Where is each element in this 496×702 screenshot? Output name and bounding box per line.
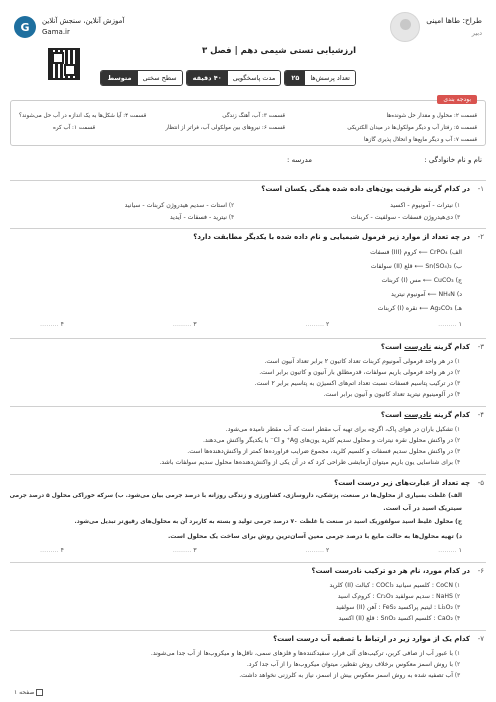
page-footer [14,689,45,696]
statement-line: ج) محلول غلیظ اسید سولفوریک اسید در صنعت با غلظت ۷۰ درصد جرمی تولید و بسته به کاربرد آن به محلول‌های رقیق‌تر تبدیل می‌شود. [74,519,462,525]
option-4[interactable]: ۴)CaO₂ : کلسیم اکسید SnO₂ : قلع (II) اکسید [338,615,461,622]
brand-url: Gama.ir [42,28,70,36]
option-3[interactable]: ۳ ……… [173,547,197,554]
school-field[interactable]: مدرسه : [286,156,312,164]
topic-item: قسمت ۵: رفتار آب و دیگر مولکول‌ها در میدان الکتریکی [347,125,477,131]
option-4[interactable]: ۴)در آلومینیوم نیترید تعداد کاتیون و آنیون برابر است. [323,391,461,398]
option-4[interactable]: ۴ ……… [40,547,64,554]
student-info [14,156,482,168]
topic-item: قسمت ۷: آب و دیگر مایع‌ها و انحلال پذیری گازها [364,137,477,143]
statement-line: الف) CrPO₄ ⟵ کروم (III) فسفات [370,249,462,256]
option-3[interactable]: ۳)Li₂O₂ : لیتیم پراکسید FeS₂ : آهن (II) سولفید [335,604,461,611]
option-3[interactable]: ۳)دی‌هیدروژن فسفات - سولفیت - کربنات [350,214,461,221]
page-box-icon [36,689,43,696]
question-4 [10,406,486,472]
designer-name: طراح: طاها امینی [426,16,482,25]
header [14,12,482,64]
negation-keyword: نادرست [404,343,432,351]
option-4[interactable]: ۴ ……… [40,321,64,328]
option-2[interactable]: ۲ ……… [305,321,329,328]
negation-keyword: نادرست [404,411,432,419]
option-2[interactable]: ۲)NaHS : سدیم سولفید Cr₂O₃ : کروم‌ک اسید [337,593,461,600]
gama-logo-icon: G [14,16,36,38]
question-text: کدام گزینه نادرست است؟ [380,411,470,419]
question-number: ۶- [477,567,484,575]
option-1[interactable]: ۱)نیترات - آمونیوم - اکسید [390,202,461,209]
question-text: کدام یک از موارد زیر در ارتباط با تصفیه آب درست است؟ [273,635,470,643]
statement-line: الف) غلظت بسیاری از محلول‌ها در صنعت، پزشکی، داروسازی، کشاورزی و زندگی روزانه با درصد جرمی بیان می‌شود. ب) سرکه خوراکی محلول ۵ درصد جرمی [9,493,462,499]
option-3[interactable]: ۳ ……… [173,321,197,328]
option-1[interactable]: ۱ ……… [438,321,462,328]
statement-line: ب) Sn(SO₄)₂ ⟵ قلع (II) سولفات [370,263,462,270]
exam-meta [100,70,356,86]
page-number: صفحه ۱ [14,689,35,696]
question-number: ۲- [477,233,484,241]
statement-line: هـ) Ag₂CO₃ ⟵ نقره (I) کربنات [377,305,462,312]
option-3[interactable]: ۳)در واکنش محلول سدیم فسفات و کلسیم کلرید، مجموع ضرایب فراورده‌ها کمتر از واکنش‌دهنده‌ها است. [187,448,461,455]
question-6 [10,562,486,628]
statement-line: د) NH₄N ⟵ آمونیوم نیترید [391,291,462,298]
question-7 [10,630,486,686]
meta-question-count: تعداد پرسش‌ها ۲۵ [284,70,356,86]
topic-item: قسمت ۱: آب کره [53,125,96,131]
brand-block[interactable] [14,16,124,38]
statement-line: سیتریک اسید در آب است. [383,505,462,512]
option-4[interactable]: ۴)نیترید - فسفات - آیدید [169,214,235,221]
question-number: ۳- [477,343,484,351]
question-number: ۴- [477,411,484,419]
exam-title: ارزشیابی تستی شیمی دهم | فصل ۳ [201,46,356,56]
question-1 [10,180,486,222]
avatar [390,12,420,42]
brand-tagline: آموزش آنلاین، سنجش آنلاین [42,17,125,25]
question-text: کدام گزینه نادرست است؟ [380,343,470,351]
topics-tag: بودجه بندی [437,95,477,104]
option-2[interactable]: ۲)با روش اسمز معکوس برخلاف روش تقطیر، میتوان میکروب‌ها را از آب جدا کرد. [246,661,461,668]
statement-line: د) تهیه محلول‌ها به حالت مایع با درصد جرمی معین آسان‌ترین روش برای ساخت یک محلول است. [167,533,462,540]
topics-box [10,96,486,146]
option-1[interactable]: ۱)تشکیل باران در هوای پاک، اگرچه برای تهیه آب مقطر است که آب مقطر نامیده می‌شود. [225,426,461,433]
option-2[interactable]: ۲)در واکنش محلول نقره نیترات و محلول سدیم کلرید یون‌های Ag⁺ و Cl⁻ با یکدیگر واکنش می‌دهند. [202,437,461,444]
question-number: ۱- [477,185,484,193]
topic-item: قسمت ۲: محلول و مقدار حل شونده‌ها [386,113,477,119]
answer-options [40,321,462,328]
option-2[interactable]: ۲)استات - سدیم هیدروژن کربنات - سیانید [124,202,235,209]
question-2 [10,228,486,334]
question-text: در کدام مورد، نام هر دو ترکیب نادرست است؟ [311,567,470,575]
option-3[interactable]: ۳)آب تصفیه شده به روش اسمز معکوس بیش از اسمز، نیاز به کلرزنی نخواهد داشت. [239,672,461,679]
option-2[interactable]: ۲)در هر واحد فرمولی باریم سولفات، قدرمطلق بار آنیون و کاتیون برابر است. [259,369,461,376]
option-2[interactable]: ۲ ……… [305,547,329,554]
question-text: در کدام گزینه ظرفیت یون‌های داده شده همگی یکسان است؟ [261,185,470,193]
answer-options [40,547,462,554]
option-1[interactable]: ۱)در هر واحد فرمولی آمونیوم کربنات تعداد کاتیون ۲ برابر تعداد آنیون است. [264,358,461,365]
topic-item: قسمت ۶: نیروهای بین مولکولی آب، فراتر از انتظار [165,125,285,131]
question-3 [10,338,486,404]
topic-item: قسمت ۳: آب، آهنگ زندگی [222,113,285,119]
topic-item: قسمت ۴: آیا شکل‌ها به یک اندازه در آب حل می‌شوند؟ [19,113,147,119]
meta-difficulty: سطح سختی متوسط [100,70,182,86]
option-1[interactable]: ۱)CoCN : کلسیم سیانید COCl₂ : کبالت (II) کلرید [329,582,461,589]
name-field[interactable]: نام و نام خانوادگی : [424,156,482,164]
designer-role: دبیر [471,29,482,37]
meta-duration: مدت پاسخگویی ۴۰ دقیقه [186,70,282,86]
option-3[interactable]: ۳)در ترکیب پتاسیم فسفات نسبت تعداد اتم‌های اکسیژن به پتاسیم برابر ۲ است. [254,380,461,387]
option-4[interactable]: ۴)برای شناسایی یون باریم میتوان آزمایشی طراحی کرد که در آن یکی از واکنش‌دهنده‌ها محلول سدیم سولفات باشد. [159,459,461,466]
question-number: ۵- [477,479,484,487]
option-1[interactable]: ۱ ……… [438,547,462,554]
option-1[interactable]: ۱)با عبور آب از صافی کربن، ترکیب‌های آلی فرار، سفیدکننده‌ها و فلزهای سمی، ناقل‌ها و میکروب‌ها از آب جدا می‌شوند. [150,650,461,657]
designer-block [390,12,482,42]
question-5 [10,474,486,560]
question-text: چه تعداد از عبارت‌های زیر درست است؟ [334,479,470,487]
qr-code-icon[interactable] [48,48,80,80]
statement-line: ج) CuCO₃ ⟵ مس (I) کربنات [381,277,462,284]
question-number: ۷- [477,635,484,643]
question-text: در چه تعداد از موارد زیر فرمول شیمیایی و نام داده شده با یکدیگر مطابقت دارد؟ [193,233,470,241]
